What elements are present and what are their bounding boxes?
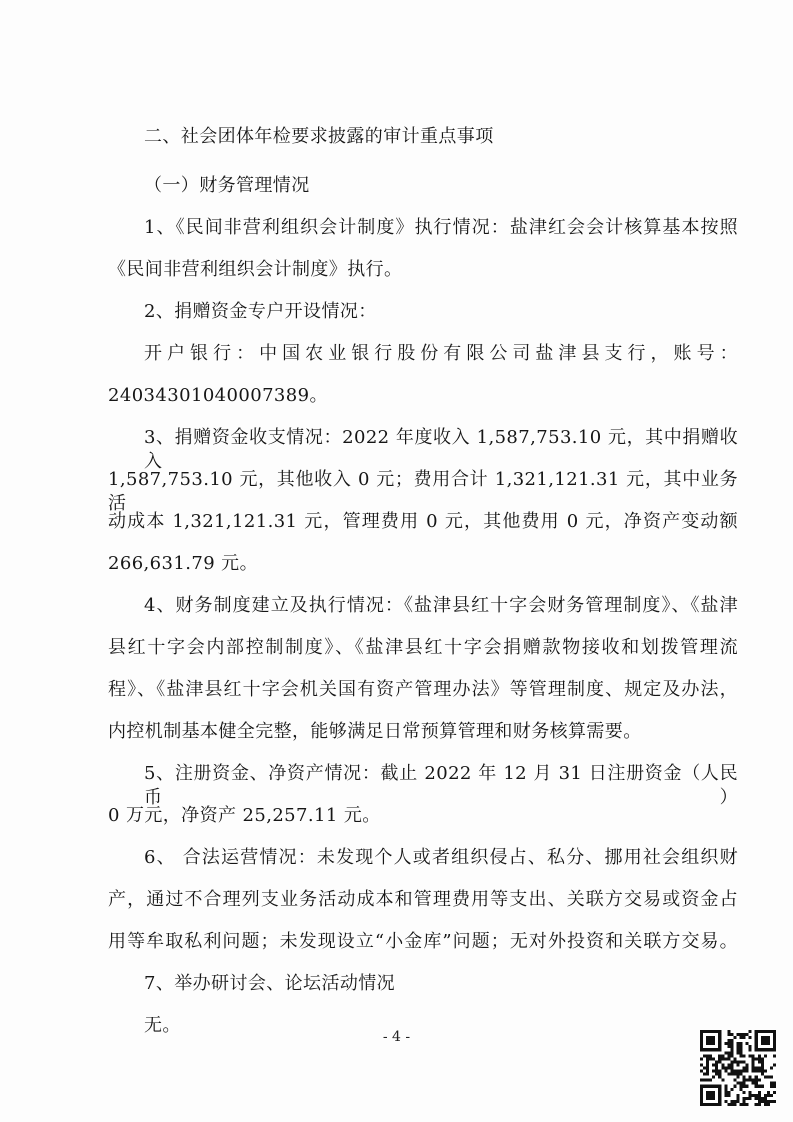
qr-module xyxy=(718,1070,721,1073)
qr-module xyxy=(703,1066,706,1069)
qr-module xyxy=(749,1054,752,1057)
qr-module xyxy=(758,1103,761,1106)
qr-module xyxy=(706,1060,709,1063)
qr-module xyxy=(755,1070,758,1073)
qr-module xyxy=(721,1057,724,1060)
qr-module xyxy=(758,1066,761,1069)
qr-module xyxy=(743,1097,746,1100)
qr-module xyxy=(715,1060,718,1063)
qr-module xyxy=(740,1070,743,1073)
qr-module xyxy=(721,1054,724,1057)
qr-module xyxy=(761,1060,764,1063)
item4-line3: 程》、《盐津县红十字会机关国有资产管理办法》等管理制度、规定及办法， xyxy=(108,679,738,700)
qr-module xyxy=(730,1048,733,1051)
item7-line1: 7、举办研讨会、论坛活动情况 xyxy=(144,973,396,994)
qr-module xyxy=(730,1100,733,1103)
qr-module xyxy=(770,1076,773,1079)
qr-module xyxy=(721,1063,724,1066)
qr-module xyxy=(758,1094,761,1097)
qr-module xyxy=(730,1060,733,1063)
qr-module xyxy=(727,1033,730,1036)
qr-module xyxy=(746,1063,749,1066)
qr-module xyxy=(746,1070,749,1073)
qr-module xyxy=(733,1103,736,1106)
qr-module xyxy=(764,1094,767,1097)
item4-line2: 县红十字会内部控制制度》、《盐津县红十字会捐赠款物接收和划拨管理流 xyxy=(108,637,738,658)
qr-module xyxy=(721,1079,724,1082)
qr-module xyxy=(736,1033,739,1036)
qr-module xyxy=(724,1088,727,1091)
item6-line2: 产，通过不合理列支业务活动成本和管理费用等支出、关联方交易或资金占 xyxy=(108,889,738,910)
qr-module xyxy=(706,1057,709,1060)
qr-module xyxy=(703,1079,706,1082)
qr-module xyxy=(740,1048,743,1051)
qr-module xyxy=(706,1073,709,1076)
item7-line2: 无。 xyxy=(144,1015,181,1036)
qr-code-graphic xyxy=(700,1030,776,1106)
qr-module xyxy=(746,1042,749,1045)
qr-module xyxy=(727,1042,730,1045)
qr-module xyxy=(709,1057,712,1060)
qr-module xyxy=(764,1070,767,1073)
qr-module xyxy=(733,1057,736,1060)
qr-module xyxy=(736,1060,739,1063)
section-heading: 二、社会团体年检要求披露的审计重点事项 xyxy=(144,126,494,147)
qr-module xyxy=(740,1051,743,1054)
qr-module xyxy=(730,1088,733,1091)
qr-module xyxy=(743,1103,746,1106)
qr-module xyxy=(733,1100,736,1103)
qr-module xyxy=(727,1094,730,1097)
qr-module xyxy=(767,1103,770,1106)
qr-module xyxy=(706,1066,709,1069)
qr-module xyxy=(724,1051,727,1054)
qr-module xyxy=(724,1094,727,1097)
qr-module xyxy=(743,1070,746,1073)
item2-line3: 24034301040007389。 xyxy=(108,385,328,406)
qr-module xyxy=(712,1076,715,1079)
qr-code-icon xyxy=(700,1030,776,1106)
qr-module xyxy=(773,1063,776,1066)
qr-module xyxy=(752,1063,755,1066)
qr-module xyxy=(743,1079,746,1082)
qr-module xyxy=(749,1048,752,1051)
qr-module xyxy=(706,1070,709,1073)
qr-module xyxy=(752,1060,755,1063)
qr-module xyxy=(724,1070,727,1073)
subheading: （一）财务管理情况 xyxy=(144,175,310,196)
qr-module xyxy=(755,1085,758,1088)
item2-line2: 开户银行：中国农业银行股份有限公司盐津县支行，账号： xyxy=(144,343,738,364)
qr-module xyxy=(724,1091,727,1094)
qr-module xyxy=(724,1057,727,1060)
qr-module xyxy=(758,1054,761,1057)
qr-module xyxy=(770,1094,773,1097)
qr-module xyxy=(749,1091,752,1094)
qr-module xyxy=(730,1045,733,1048)
qr-module xyxy=(749,1079,752,1082)
qr-module xyxy=(709,1054,712,1057)
qr-module xyxy=(712,1070,715,1073)
qr-module xyxy=(727,1045,730,1048)
qr-module xyxy=(740,1045,743,1048)
qr-module xyxy=(761,1066,764,1069)
qr-module xyxy=(740,1033,743,1036)
qr-module xyxy=(736,1097,739,1100)
qr-module xyxy=(727,1054,730,1057)
qr-module xyxy=(740,1036,743,1039)
qr-module xyxy=(761,1100,764,1103)
qr-module xyxy=(767,1100,770,1103)
qr-module xyxy=(758,1079,761,1082)
qr-module xyxy=(758,1085,761,1088)
qr-module xyxy=(764,1100,767,1103)
qr-module xyxy=(736,1063,739,1066)
qr-module xyxy=(727,1030,730,1033)
qr-module xyxy=(761,1085,764,1088)
qr-module xyxy=(746,1103,749,1106)
qr-module xyxy=(703,1073,706,1076)
qr-module xyxy=(715,1073,718,1076)
item3-line3: 动成本 1,321,121.31 元，管理费用 0 元，其他费用 0 元，净资产变动额 xyxy=(108,511,738,532)
qr-module xyxy=(730,1042,733,1045)
qr-module xyxy=(733,1073,736,1076)
qr-module xyxy=(727,1091,730,1094)
qr-module xyxy=(724,1100,727,1103)
qr-module xyxy=(700,1063,703,1066)
qr-module xyxy=(743,1085,746,1088)
qr-module xyxy=(736,1070,739,1073)
qr-module xyxy=(740,1085,743,1088)
qr-module xyxy=(700,1070,703,1073)
qr-module xyxy=(730,1063,733,1066)
item6-line1: 6、 合法运营情况：未发现个人或者组织侵占、私分、挪用社会组织财 xyxy=(144,847,738,868)
qr-module xyxy=(700,1079,703,1082)
qr-module xyxy=(746,1097,749,1100)
qr-module xyxy=(770,1085,773,1088)
item4-line4: 内控机制基本健全完整，能够满足日常预算管理和财务核算需要。 xyxy=(108,721,642,742)
qr-module xyxy=(740,1082,743,1085)
qr-module xyxy=(740,1103,743,1106)
qr-module xyxy=(743,1060,746,1063)
qr-module xyxy=(743,1054,746,1057)
qr-module xyxy=(770,1100,773,1103)
qr-module xyxy=(740,1060,743,1063)
qr-module xyxy=(736,1100,739,1103)
qr-module xyxy=(736,1073,739,1076)
qr-module xyxy=(718,1057,721,1060)
qr-module xyxy=(721,1066,724,1069)
qr-module xyxy=(724,1042,727,1045)
qr-module xyxy=(733,1036,736,1039)
item3-line1: 3、捐赠资金收支情况：2022 年度收入 1,587,753.10 元，其中捐赠收入 xyxy=(144,427,738,472)
qr-module xyxy=(755,1057,758,1060)
item6-line3: 用等牟取私利问题；未发现设立“小金库”问题；无对外投资和关联方交易。 xyxy=(108,931,738,952)
qr-module xyxy=(727,1103,730,1106)
item1-line1: 1、《民间非营利组织会计制度》执行情况：盐津红会会计核算基本按照 xyxy=(144,217,738,238)
qr-module xyxy=(746,1085,749,1088)
qr-module xyxy=(709,1079,712,1082)
qr-module xyxy=(755,1066,758,1069)
qr-module xyxy=(755,1094,758,1097)
qr-module xyxy=(743,1100,746,1103)
qr-module xyxy=(736,1042,739,1045)
item3-line2: 1,587,753.10 元，其他收入 0 元；费用合计 1,321,121.31 元，其中业务活 xyxy=(108,469,738,514)
qr-module xyxy=(718,1054,721,1057)
qr-module xyxy=(767,1094,770,1097)
qr-module xyxy=(733,1079,736,1082)
qr-module xyxy=(727,1039,730,1042)
qr-module xyxy=(715,1070,718,1073)
qr-module xyxy=(736,1082,739,1085)
qr-module xyxy=(733,1085,736,1088)
qr-module xyxy=(730,1103,733,1106)
qr-module xyxy=(706,1079,709,1082)
qr-module xyxy=(749,1076,752,1079)
qr-module xyxy=(736,1076,739,1079)
qr-module xyxy=(743,1082,746,1085)
qr-module xyxy=(712,1057,715,1060)
qr-module xyxy=(746,1066,749,1069)
qr-module xyxy=(767,1091,770,1094)
qr-module xyxy=(703,1054,706,1057)
qr-module xyxy=(736,1048,739,1051)
qr-module xyxy=(736,1051,739,1054)
qr-module xyxy=(746,1079,749,1082)
qr-module xyxy=(727,1051,730,1054)
qr-module xyxy=(752,1079,755,1082)
qr-module xyxy=(773,1085,776,1088)
qr-module xyxy=(749,1030,752,1033)
qr-module xyxy=(749,1045,752,1048)
page-number: - 4 - xyxy=(382,1029,411,1045)
qr-module xyxy=(764,1054,767,1057)
qr-module xyxy=(718,1076,721,1079)
qr-module xyxy=(773,1054,776,1057)
qr-module xyxy=(758,1091,761,1094)
qr-module xyxy=(727,1057,730,1060)
qr-module xyxy=(761,1073,764,1076)
qr-module xyxy=(764,1076,767,1079)
qr-module xyxy=(752,1082,755,1085)
qr-module xyxy=(764,1097,767,1100)
qr-module xyxy=(733,1060,736,1063)
qr-module xyxy=(712,1063,715,1066)
qr-module xyxy=(758,1100,761,1103)
qr-module xyxy=(752,1066,755,1069)
qr-module xyxy=(758,1097,761,1100)
item1-line2: 《民间非营利组织会计制度》执行。 xyxy=(108,259,403,280)
qr-module xyxy=(730,1070,733,1073)
qr-module xyxy=(743,1033,746,1036)
qr-module xyxy=(740,1088,743,1091)
item4-line1: 4、财务制度建立及执行情况：《盐津县红十字会财务管理制度》、《盐津 xyxy=(144,595,738,616)
qr-module xyxy=(706,1054,709,1057)
qr-module xyxy=(743,1076,746,1079)
qr-module xyxy=(755,1076,758,1079)
qr-module xyxy=(749,1036,752,1039)
qr-module xyxy=(749,1094,752,1097)
item2-line1: 2、捐赠资金专户开设情况： xyxy=(144,301,377,322)
qr-module xyxy=(752,1057,755,1060)
qr-module xyxy=(752,1054,755,1057)
qr-module xyxy=(730,1054,733,1057)
qr-module xyxy=(740,1042,743,1045)
qr-module xyxy=(724,1066,727,1069)
qr-module xyxy=(743,1091,746,1094)
qr-module xyxy=(727,1066,730,1069)
qr-module xyxy=(770,1082,773,1085)
qr-module xyxy=(752,1094,755,1097)
qr-module xyxy=(761,1063,764,1066)
item3-line4: 266,631.79 元。 xyxy=(108,553,258,574)
qr-module xyxy=(764,1103,767,1106)
qr-module xyxy=(773,1082,776,1085)
qr-module xyxy=(733,1070,736,1073)
qr-module xyxy=(724,1085,727,1088)
qr-module xyxy=(736,1045,739,1048)
qr-module xyxy=(715,1066,718,1069)
qr-module xyxy=(727,1073,730,1076)
qr-module xyxy=(746,1033,749,1036)
qr-module xyxy=(730,1051,733,1054)
qr-module xyxy=(700,1057,703,1060)
qr-module xyxy=(761,1070,764,1073)
qr-module xyxy=(758,1060,761,1063)
qr-module xyxy=(730,1033,733,1036)
qr-module xyxy=(755,1103,758,1106)
qr-module xyxy=(767,1076,770,1079)
qr-module xyxy=(773,1091,776,1094)
qr-module xyxy=(736,1094,739,1097)
qr-module xyxy=(758,1057,761,1060)
qr-module xyxy=(715,1063,718,1066)
qr-module xyxy=(761,1097,764,1100)
qr-module xyxy=(730,1039,733,1042)
qr-module xyxy=(706,1063,709,1066)
qr-module xyxy=(740,1054,743,1057)
qr-module xyxy=(718,1060,721,1063)
qr-module xyxy=(761,1057,764,1060)
qr-module xyxy=(755,1097,758,1100)
qr-module xyxy=(770,1066,773,1069)
qr-module xyxy=(773,1100,776,1103)
qr-module xyxy=(743,1066,746,1069)
qr-module xyxy=(755,1082,758,1085)
item5-line2: 0 万元，净资产 25,257.11 元。 xyxy=(108,805,381,826)
qr-module xyxy=(755,1079,758,1082)
qr-module xyxy=(758,1070,761,1073)
item5-line1: 5、注册资金、净资产情况：截止 2022 年 12 月 31 日注册资金（人民币） xyxy=(144,763,738,808)
qr-module xyxy=(740,1073,743,1076)
qr-module xyxy=(727,1063,730,1066)
qr-module xyxy=(752,1070,755,1073)
qr-module xyxy=(718,1073,721,1076)
qr-module xyxy=(749,1097,752,1100)
qr-module xyxy=(743,1036,746,1039)
qr-module xyxy=(730,1073,733,1076)
qr-module xyxy=(730,1066,733,1069)
